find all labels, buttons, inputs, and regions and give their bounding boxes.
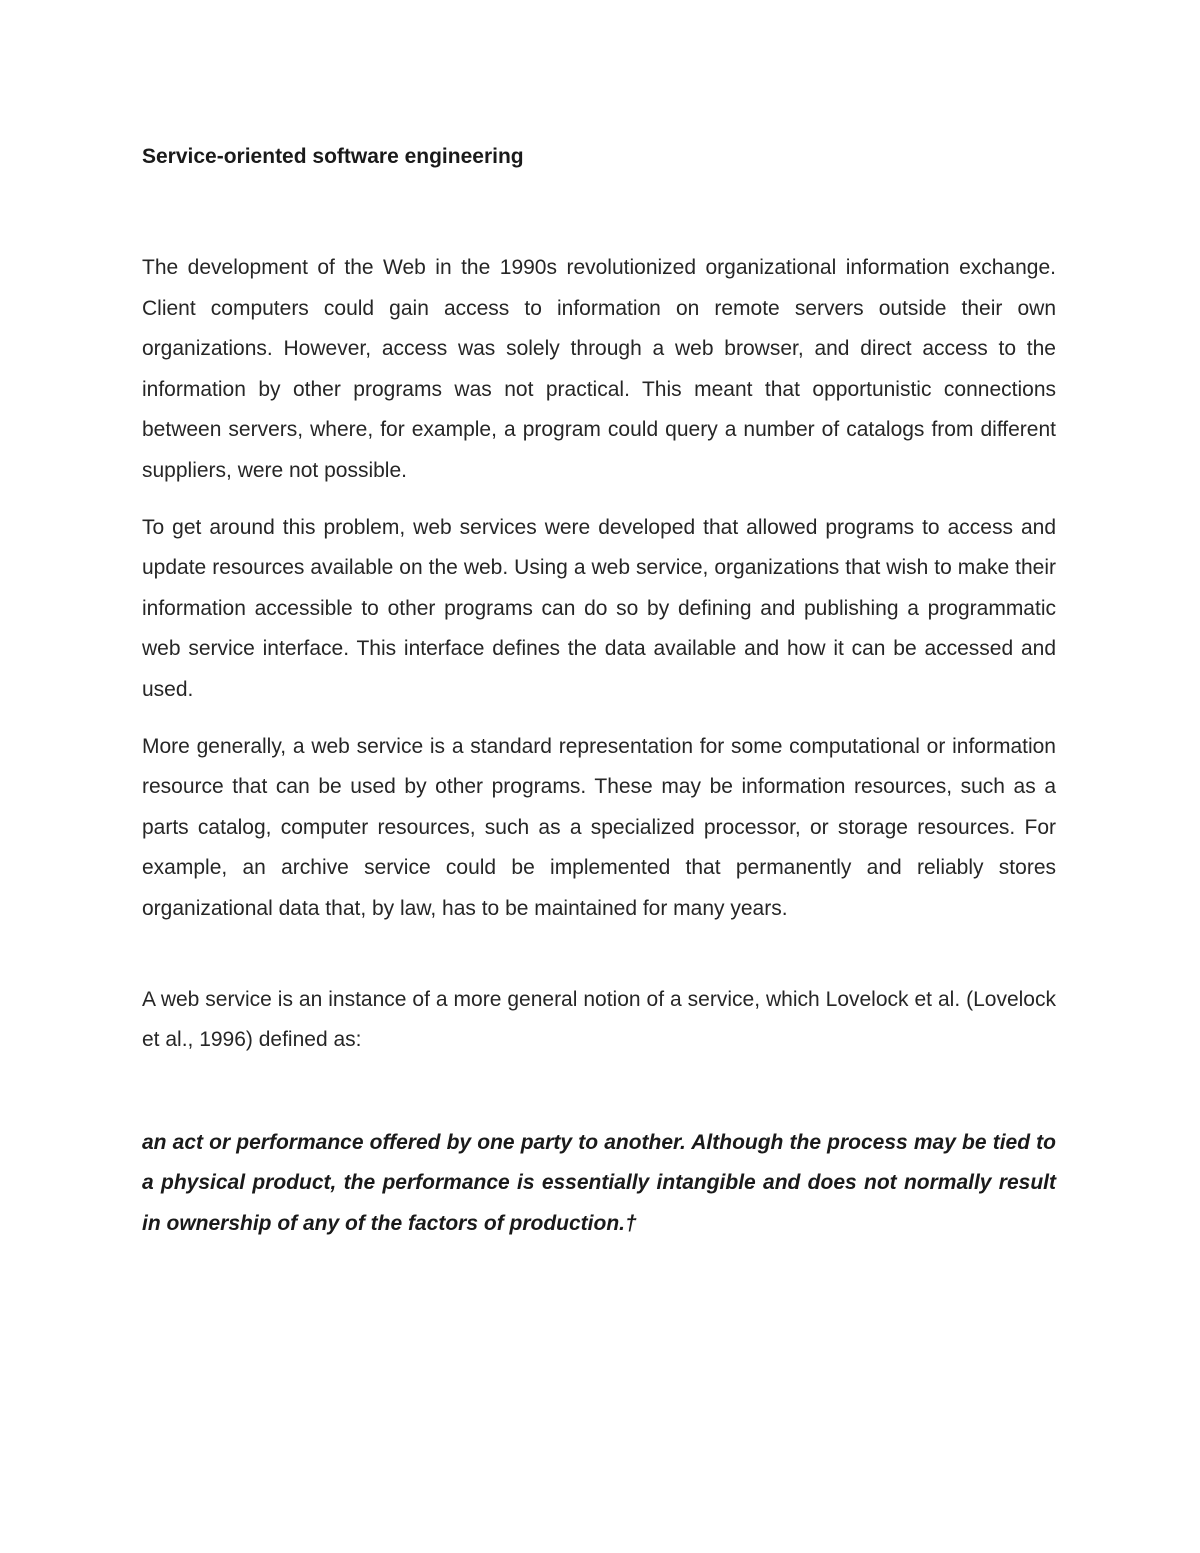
document-body bbox=[142, 138, 1056, 1244]
paragraph-general-definition: More generally, a web service is a standard representation for some computational or information resource that can be used by other programs. These may be information resources, such as a parts catalog, computer resources, such as a specialized processor, or storage resources. For example, an archive service could be implemented that permanently and reliably stores organizational data that, by law, has to be maintained for many years. bbox=[142, 734, 1056, 920]
paragraph-web-development: The development of the Web in the 1990s revolutionized organizational information exchange. Client computers could gain access to information on remote servers outside their own organizations. However, access was solely through a web browser, and direct access to the information by other programs was not practical. This meant that opportunistic connections between servers, where, for example, a program could query a number of catalogs from different suppliers, were not possible. bbox=[142, 256, 1056, 482]
paragraph-lovelock-intro: A web service is an instance of a more general notion of a service, which Lovelock et al. (Lovelock et al., 1996) defined as: bbox=[142, 987, 1056, 1052]
paragraph-web-services: To get around this problem, web services were developed that allowed programs to access and update resources available on the web. Using a web service, organizations that wish to make their information accessible to other programs can do so by defining and publishing a programmatic web service interface. This interface defines the data available and how it can be accessed and used. bbox=[142, 515, 1056, 701]
service-definition-quote: an act or performance offered by one party to another. Although the process may be tied to a physical product, the performance is essentially intangible and does not normally result in ownership of any of the factors of production.† bbox=[142, 1130, 1056, 1235]
document-title: Service-oriented software engineering bbox=[142, 145, 524, 168]
